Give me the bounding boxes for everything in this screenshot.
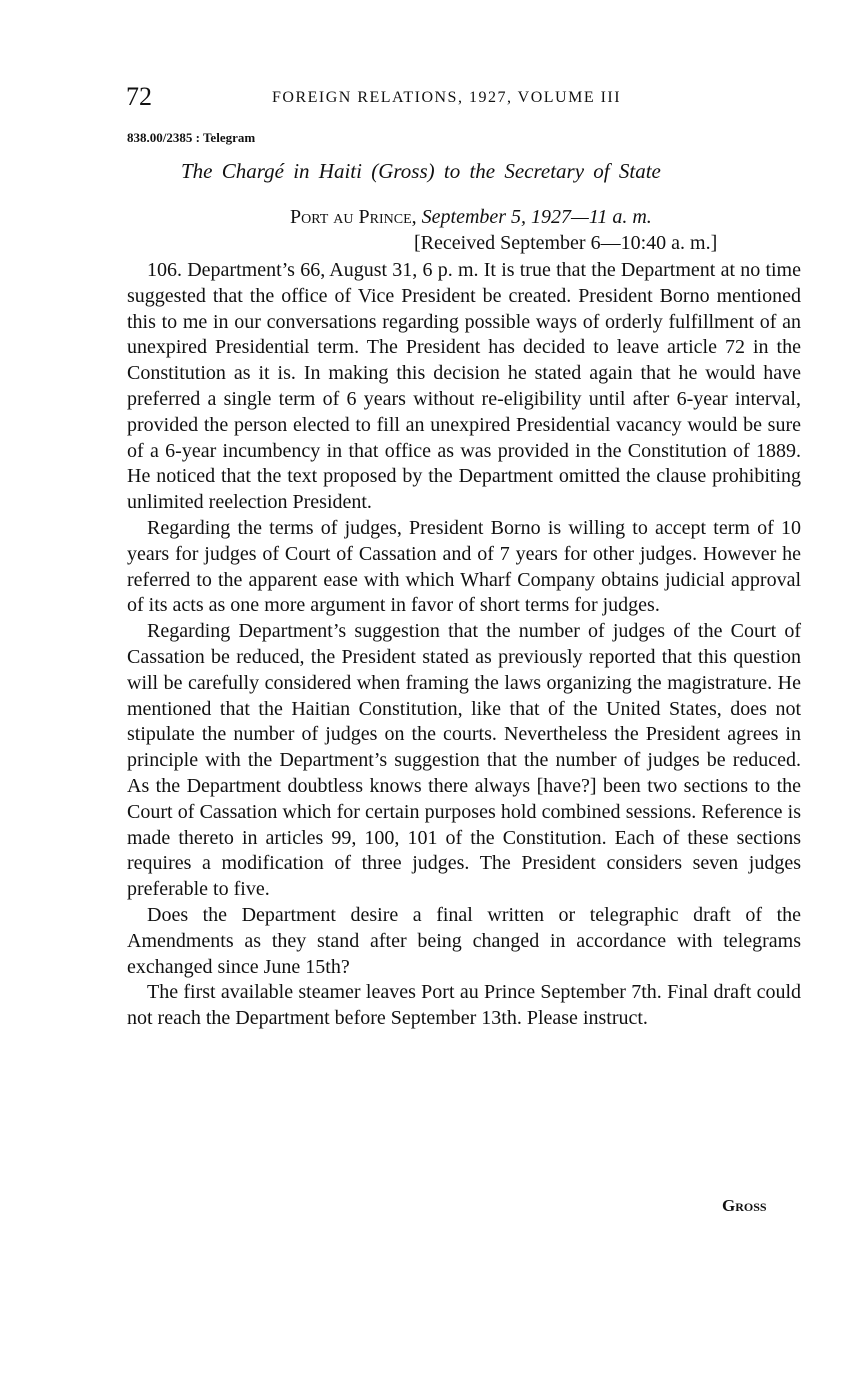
page-number: 72: [126, 82, 152, 111]
dateline-time: September 5, 1927—11 a. m.: [421, 206, 652, 228]
received-line: [Received September 6—10:40 a. m.]: [414, 232, 718, 254]
paragraph: The first available steamer leaves Port au Prince September 7th. Final draft could not reach the Department before September 13th. Please instruct.: [127, 981, 801, 1030]
telegram-body: [127, 258, 801, 1032]
running-head: FOREIGN RELATIONS, 1927, VOLUME III: [272, 89, 622, 106]
dateline-place: Port au Prince,: [290, 206, 417, 228]
page-header: [126, 82, 778, 112]
paragraph: Does the Department desire a final written or telegraphic draft of the Amendments as they stand after being changed in accordance with telegrams exchanged since June 15th?: [127, 903, 801, 978]
signature: Gross: [722, 1196, 767, 1215]
file-reference: 838.00/2385 : Telegram: [127, 130, 256, 145]
paragraph: Regarding the terms of judges, President Borno is willing to accept term of 10 years for judges of Court of Cassation and of 7 years for other judges. However he referred to the apparent ease with which Wharf Company obtains judicial approval of its acts as one more argument in favor of short terms for judges.: [127, 516, 801, 617]
paragraph: 106. Department’s 66, August 31, 6 p. m. It is true that the Department at no time suggested that the office of Vice President be created. President Borno mentioned this to me in our conversations regarding possible ways of orderly fulfillment of an unexpired Presidential term. The President has decided to leave article 72 in the Constitution as it is. In making this decision he stated again that he would have preferred a single term of 6 years without re-eligibility until after 6-year interval, provided the person elected to fill an unexpired Presidential vacancy would be sure of a 6-year incumbency in that office as was provided in the Constitution of 1889. He noticed that the text proposed by the Department omitted the clause prohibiting unlimited reelection President.: [127, 259, 801, 514]
paragraph: Regarding Department’s suggestion that the number of judges of the Court of Cassation be reduced, the President stated as previously reported that this question will be carefully considered when framing the laws organizing the magistrature. He mentioned that the Haitian Constitution, like that of the United States, does not stipulate the number of judges on the courts. Nevertheless the President agrees in principle with the Department’s suggestion that the number of judges be reduced. As the Department doubtless knows there always [have?] been two sections to the Court of Cassation which for certain purposes hold combined sessions. Reference is made thereto in articles 99, 100, 101 of the Constitution. Each of these sections requires a modification of three judges. The President considers seven judges preferable to five.: [127, 620, 801, 901]
document-title: The Chargé in Haiti (Gross) to the Secretary of State: [181, 159, 661, 183]
dateline: [290, 206, 652, 229]
